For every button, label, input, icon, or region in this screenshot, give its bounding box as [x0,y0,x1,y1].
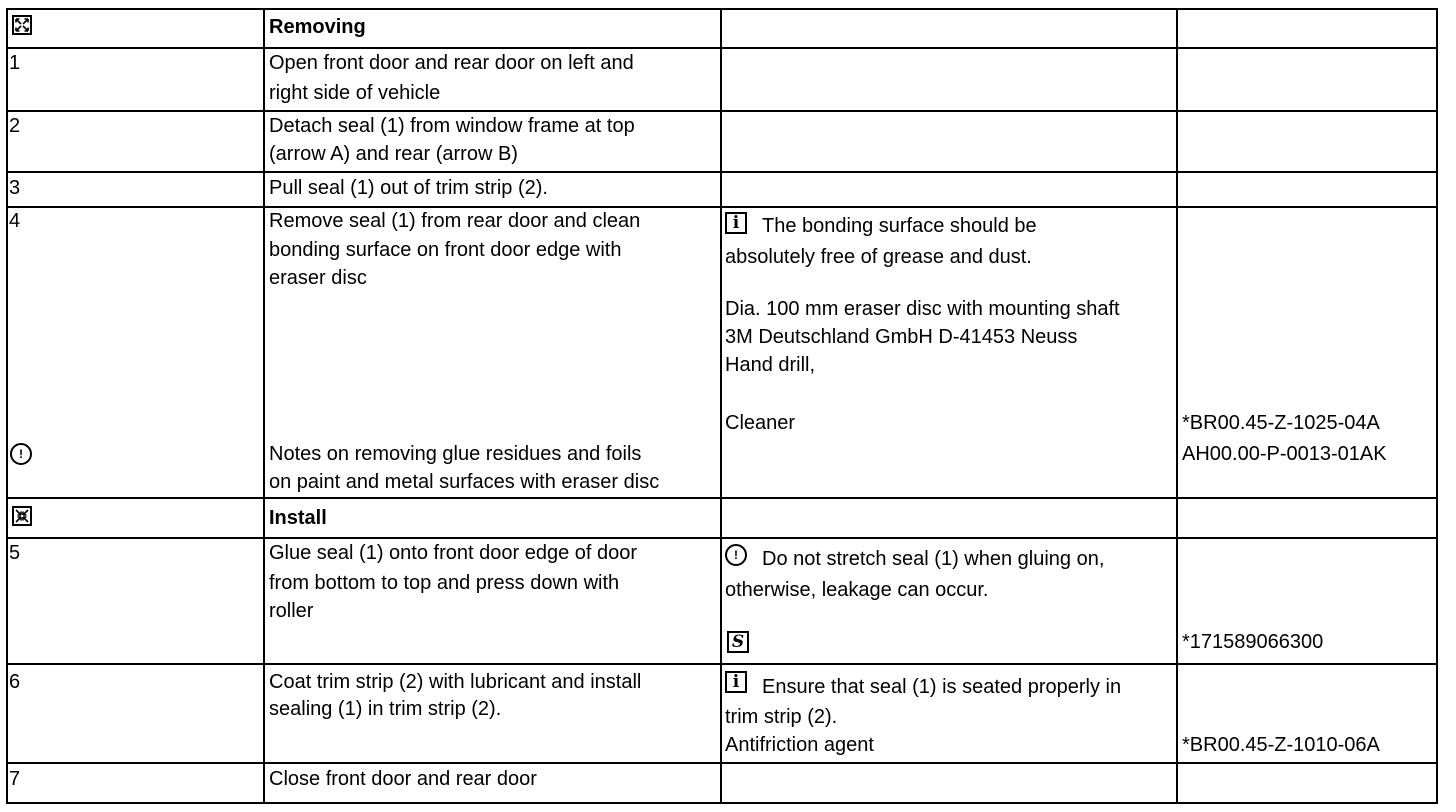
section-title-install: Install [269,507,327,529]
info-icon: i [725,212,747,234]
step-text: Pull seal (1) out of trim strip (2). [269,177,548,199]
warning-circle-icon: ! [725,544,747,566]
row-divider [6,497,1438,499]
step-text: from bottom to top and press down with [269,572,620,594]
row-divider [6,537,1438,539]
warning-text: Do not stretch seal (1) when gluing on, [762,548,1105,570]
step-number: 3 [9,177,21,199]
step-text: Remove seal (1) from rear door and clean [269,210,641,232]
row-divider [6,110,1438,112]
step-text: right side of vehicle [269,82,441,104]
tool-text: 3M Deutschland GmbH D-41453 Neuss [725,326,1078,348]
tool-text: Dia. 100 mm eraser disc with mounting shaft [725,298,1120,320]
step-number: 5 [9,542,21,564]
column-divider [1176,8,1178,804]
consumable-text: Antifriction agent [725,734,874,756]
row-divider [6,206,1438,208]
tool-text: Hand drill, [725,354,816,376]
install-arrows-icon [12,506,32,526]
step-text: Open front door and rear door on left and [269,52,634,74]
step-text: bonding surface on front door edge with [269,239,622,261]
step-text: roller [269,600,314,622]
step-text: sealing (1) in trim strip (2). [269,698,502,720]
step-text: (arrow A) and rear (arrow B) [269,143,518,165]
step-text: Detach seal (1) from window frame at top [269,115,635,137]
step-number: 4 [9,210,21,232]
procedure-table [6,8,1438,804]
step-text: Glue seal (1) onto front door edge of door [269,542,638,564]
consumable-text: Cleaner [725,412,796,434]
warning-circle-icon: ! [10,443,32,465]
row-divider [6,762,1438,764]
step-number: 2 [9,115,21,137]
info-note: The bonding surface should be [762,215,1037,237]
reference-link[interactable]: AH00.00-P-0013-01AK [1182,443,1387,465]
row-divider [6,47,1438,49]
row-divider [6,663,1438,665]
step-text: eraser disc [269,267,367,289]
step-text: Coat trim strip (2) with lubricant and install [269,671,642,693]
row-divider [6,171,1438,173]
warning-text: otherwise, leakage can occur. [725,579,989,601]
reference-code: *BR00.45-Z-1010-06A [1182,734,1380,756]
step-number: 1 [9,52,21,74]
info-note: trim strip (2). [725,706,838,728]
note-text: on paint and metal surfaces with eraser disc [269,471,660,493]
info-note: Ensure that seal (1) is seated properly in [762,676,1122,698]
removal-arrows-icon [12,15,32,35]
step-number: 7 [9,768,21,790]
step-number: 6 [9,671,21,693]
reference-code: *171589066300 [1182,631,1324,653]
step-text: Close front door and rear door [269,768,537,790]
info-icon: i [725,671,747,693]
section-title-removing: Removing [269,16,366,38]
note-text: Notes on removing glue residues and foils [269,443,642,465]
column-divider [263,8,265,804]
special-tool-icon: S [727,631,749,653]
column-divider [720,8,722,804]
reference-code: *BR00.45-Z-1025-04A [1182,412,1380,434]
info-note: absolutely free of grease and dust. [725,246,1032,268]
